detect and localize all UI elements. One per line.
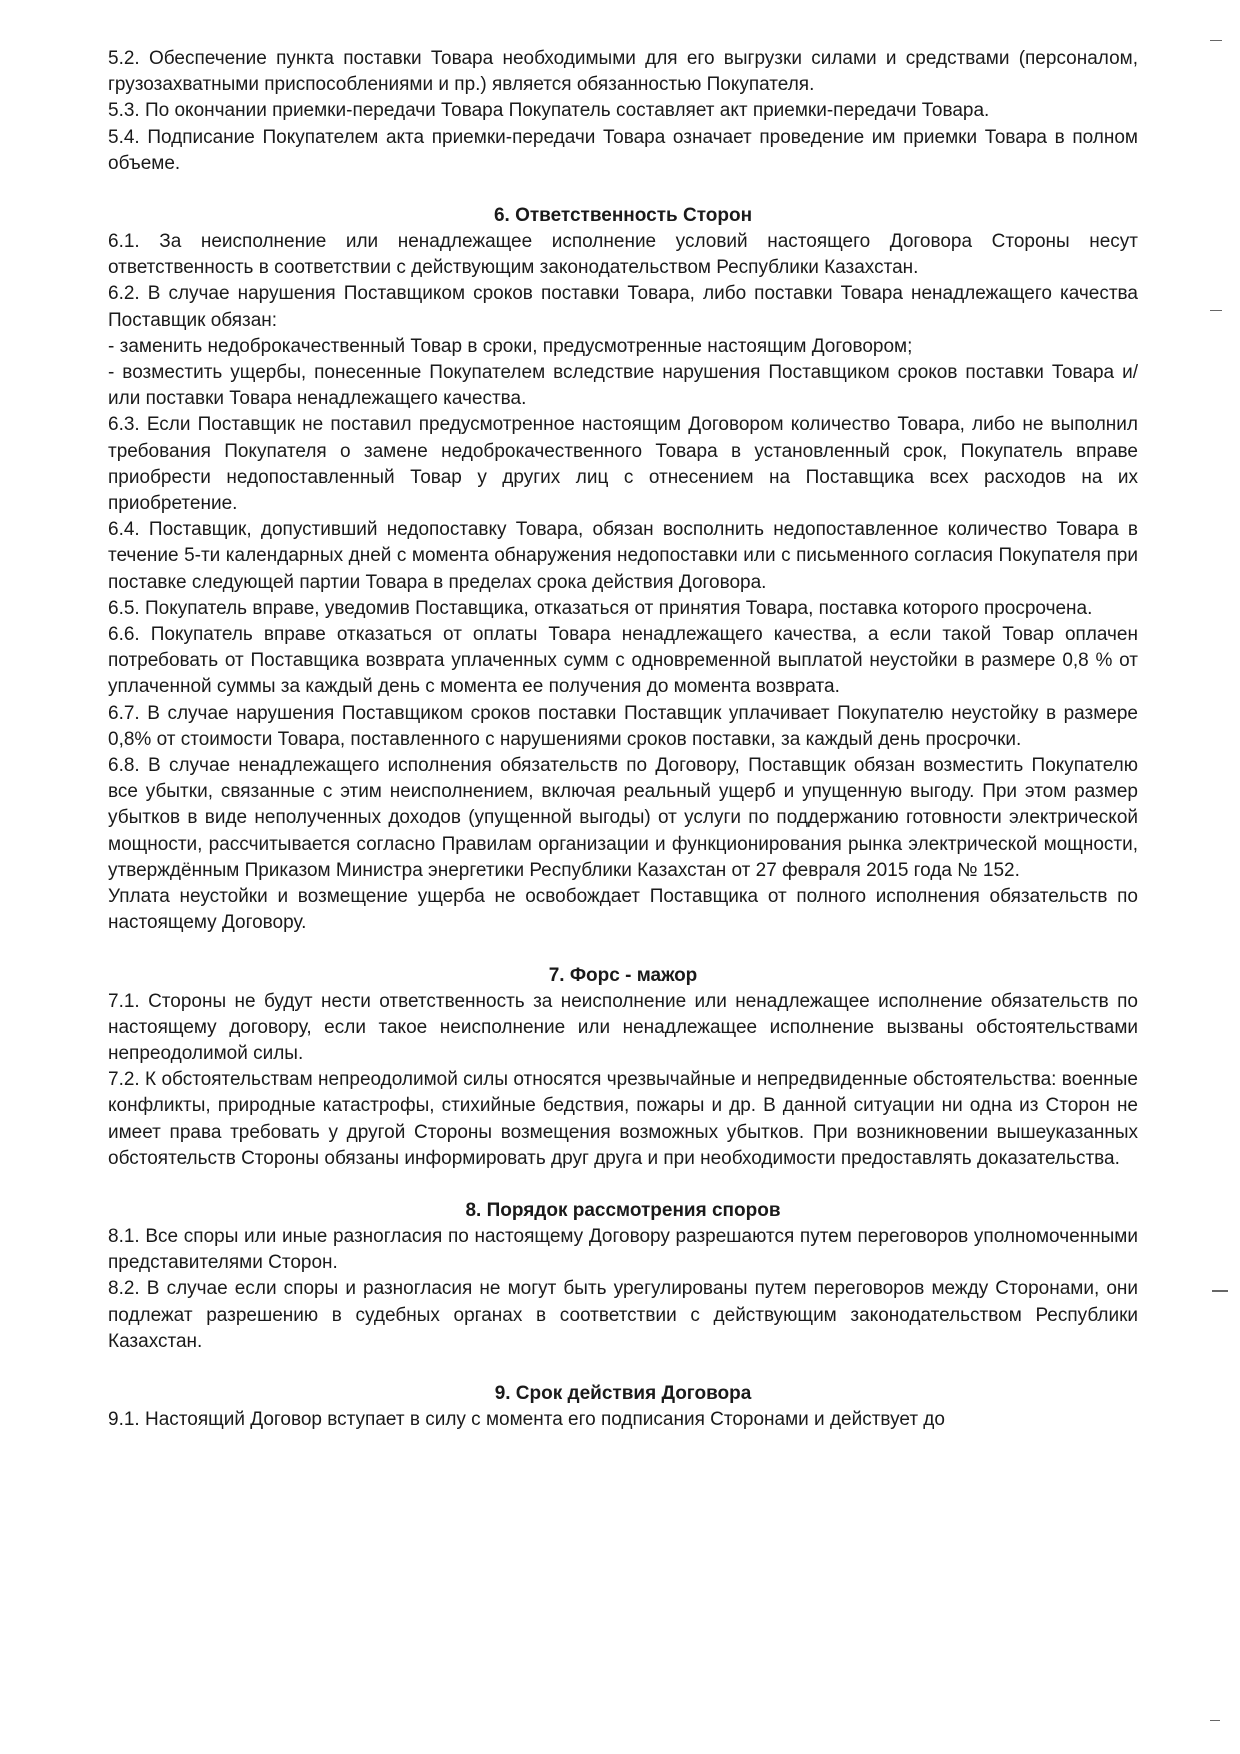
scan-mark xyxy=(1212,1290,1228,1292)
paragraph-8-2: 8.2. В случае если споры и разногласия не могут быть урегулированы путем переговоров между Сторонами, они подлежат разрешению в судебных органах в соответствии с действующим законодательством Республики Казахстан. xyxy=(108,1278,1138,1352)
section-heading: 7. Форс - мажор xyxy=(548,964,698,986)
paragraph-8-1: 8.1. Все споры или иные разногласия по настоящему Договору разрешаются путем переговоров уполномоченными представителями Сторон. xyxy=(108,1225,1138,1274)
paragraph-6-1: 6.1. За неисполнение или ненадлежащее исполнение условий настоящего Договора Стороны несут ответственность в соответствии с действующим законодательством Республики Казахстан. xyxy=(108,231,1138,279)
paragraph-6-5: 6.5. Покупатель вправе, уведомив Поставщика, отказаться от принятия Товара, поставка которого просрочена. xyxy=(108,597,1093,619)
scan-mark xyxy=(1210,310,1222,311)
paragraph-6-4: 6.4. Поставщик, допустивший недопоставку Товара, обязан восполнить недопоставленное количество Товара в течение 5-ти календарных дней с момента обнаружения недопоставки или с письменного согласия Покупателя при поставке следующей партии Товара в пределах срока действия Договора. xyxy=(108,519,1138,593)
scan-mark xyxy=(1210,1720,1220,1721)
paragraph-6-2: 6.2. В случае нарушения Поставщиком сроков поставки Товара, либо поставки Товара ненадлежащего качества Поставщик обязан: xyxy=(108,283,1138,331)
paragraph-7-1: 7.1. Стороны не будут нести ответственность за неисполнение или ненадлежащее исполнение обязательств по настоящему договору, если такое неисполнение или ненадлежащее исполнение вызваны обстоятельствами непреодолимой силы. xyxy=(108,990,1138,1064)
document-page xyxy=(108,46,1138,1433)
section-9 xyxy=(108,1381,1138,1433)
paragraph-6-8: 6.8. В случае ненадлежащего исполнения обязательств по Договору, Поставщик обязан возместить Покупателю все убытки, связанные с этим неисполнением, включая реальный ущерб и упущенную выгоду. При этом размер убытков в виде неполученных доходов (упущенной выгоды) от услуги по поддержанию готовности электрической мощности, рассчитывается согласно Правилам организации и функционирования рынка электрической мощности, утверждённым Приказом Министра энергетики Республики Казахстан от 27 февраля 2015 года № 152. xyxy=(108,755,1138,881)
paragraph-5-3: 5.3. По окончании приемки-передачи Товара Покупатель составляет акт приемки-передачи Товара. xyxy=(108,100,990,122)
paragraph-6-7: 6.7. В случае нарушения Поставщиком сроков поставки Поставщик уплачивает Покупателю неустойку в размере 0,8% от стоимости Товара, поставленного с нарушениями сроков поставки, за каждый день просрочки. xyxy=(108,702,1138,750)
section-7 xyxy=(108,963,1138,1172)
paragraph-5-4: 5.4. Подписание Покупателем акта приемки-передачи Товара означает проведение им приемки Товара в полном объеме. xyxy=(108,126,1138,174)
section-heading: 8. Порядок рассмотрения споров xyxy=(465,1199,781,1221)
scan-mark xyxy=(1210,40,1222,41)
paragraph-6-3: 6.3. Если Поставщик не поставил предусмотренное настоящим Договором количество Товара, либо не выполнил требования Покупателя о замене недоброкачественного Товара в установленный срок, Покупатель вправе приобрести недопоставленный Товар у других лиц с отнесением на Поставщика всех расходов на их приобретение. xyxy=(108,414,1138,515)
section-5 xyxy=(108,46,1138,177)
section-6 xyxy=(108,203,1138,936)
section-8 xyxy=(108,1198,1138,1355)
section-heading: 6. Ответственность Сторон xyxy=(493,205,753,227)
list-item-6-2-a: - заменить недоброкачественный Товар в сроки, предусмотренные настоящим Договором; xyxy=(108,335,913,357)
paragraph-5-2: 5.2. Обеспечение пункта поставки Товара необходимыми для его выгрузки силами и средствами (персоналом, грузозахватными приспособлениями и пр.) является обязанностью Покупателя. xyxy=(108,48,1138,96)
paragraph-9-1: 9.1. Настоящий Договор вступает в силу с момента его подписания Сторонами и действует до xyxy=(108,1408,945,1430)
section-heading: 9. Срок действия Договора xyxy=(494,1382,752,1404)
list-item-6-2-b: - возместить ущербы, понесенные Покупателем вследствие нарушения Поставщиком сроков поставки Товара и/или поставки Товара ненадлежащего качества. xyxy=(108,362,1138,410)
paragraph-6-6: 6.6. Покупатель вправе отказаться от оплаты Товара ненадлежащего качества, а если такой Товар оплачен потребовать от Поставщика возврата уплаченных сумм с одновременной выплатой неустойки в размере 0,8 % от уплаченной суммы за каждый день с момента ее получения до момента возврата. xyxy=(108,624,1138,698)
paragraph-7-2: 7.2. К обстоятельствам непреодолимой силы относятся чрезвычайные и непредвиденные обстоятельства: военные конфликты, природные катастрофы, стихийные бедствия, пожары и др. В данной ситуации ни одна из Сторон не имеет права требовать у другой Стороны возмещения возможных убытков. При возникновении вышеуказанных обстоятельств Стороны обязаны информировать друг друга и при необходимости предоставлять доказательства. xyxy=(108,1069,1138,1169)
paragraph-6-note: Уплата неустойки и возмещение ущерба не освобождает Поставщика от полного исполнения обязательств по настоящему Договору. xyxy=(108,886,1138,934)
